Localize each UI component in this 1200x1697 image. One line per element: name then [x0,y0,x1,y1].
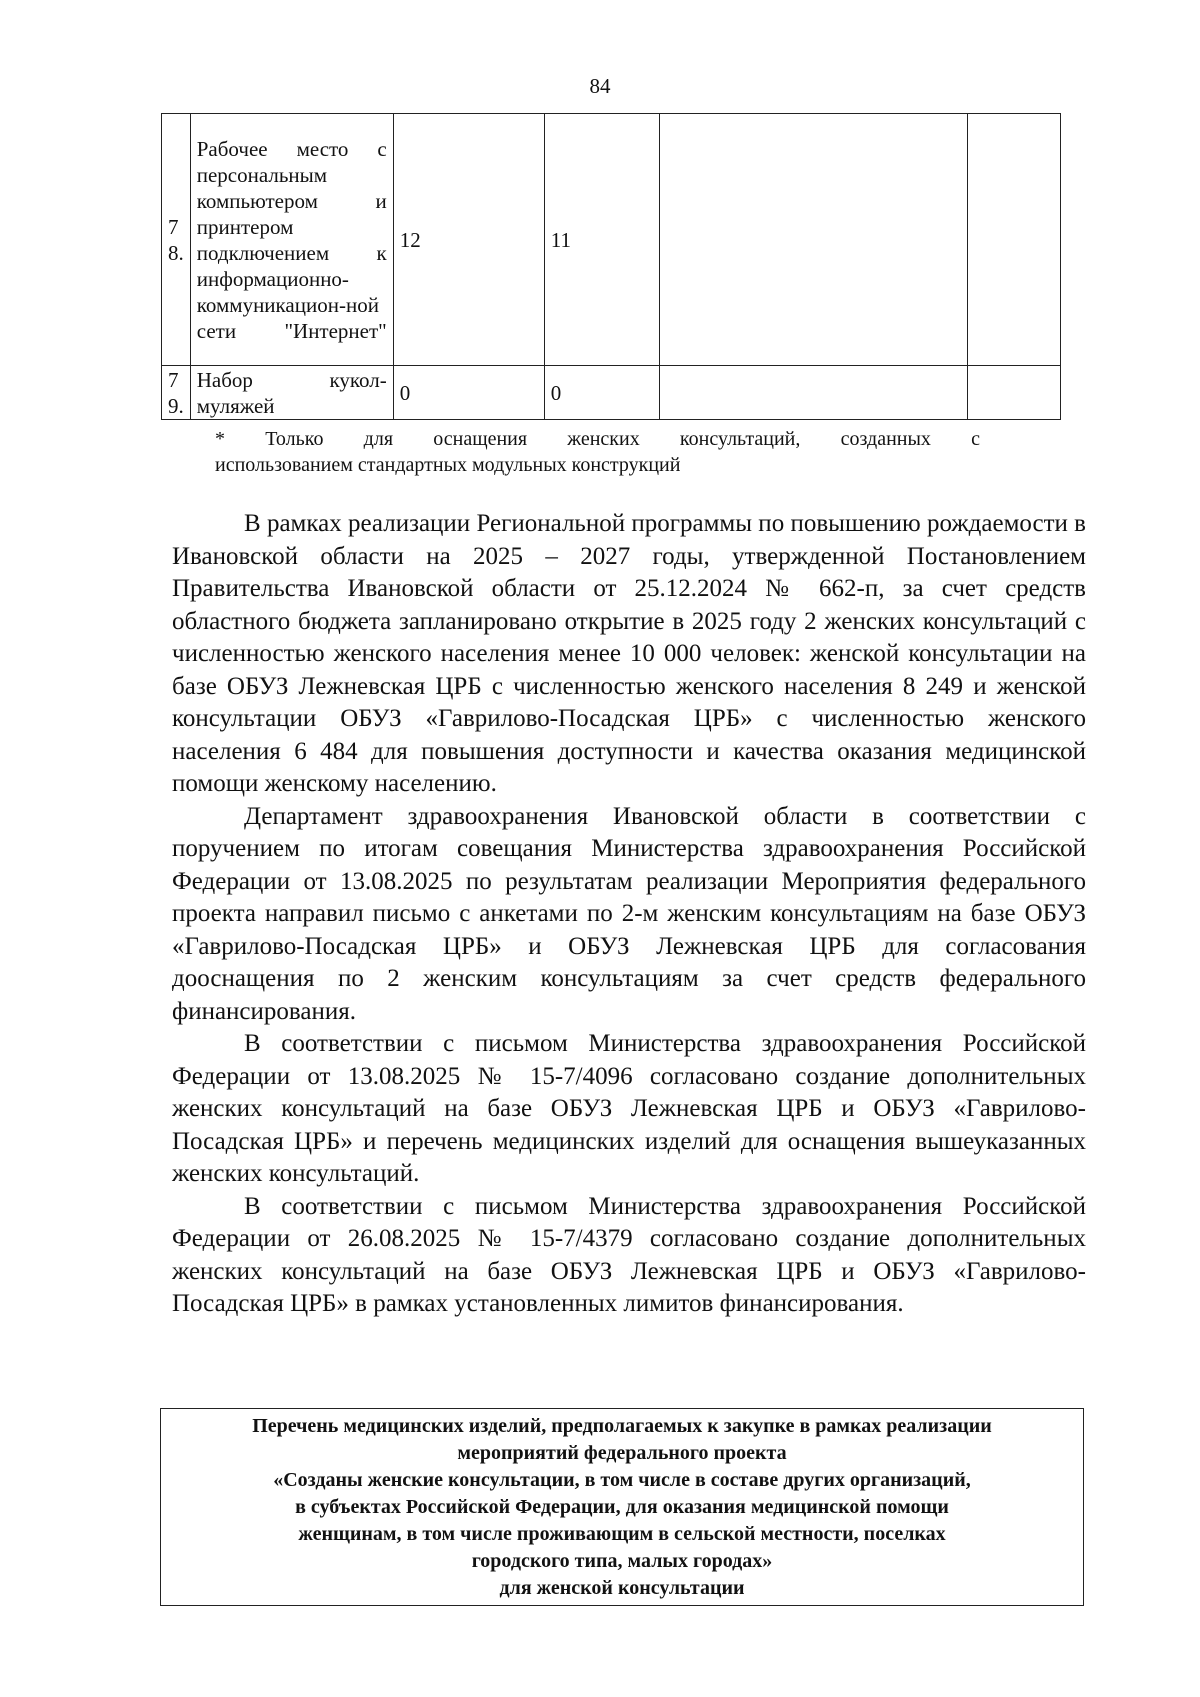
row-number-cell [162,114,191,366]
paragraph-4: В соответствии с письмом Министерства здравоохранения Российской Федерации от 26.08.2025 № 15-7/4379 согласовано создание дополнительных женских консультаций на базе ОБУЗ Лежневская ЦРБ и ОБУЗ «Гаврилово-Посадская ЦРБ» в рамках установленных лимитов финансирования. [172,1192,1086,1317]
footnote-line-1: * Только для оснащения женских консультаций, созданных с [215,428,980,450]
title-line-1: Перечень медицинских изделий, предполагаемых к закупке в рамках реализации [252,1415,992,1437]
row-number-bottom: 8. [168,240,184,265]
value-cell-2: 11 [544,114,659,366]
body-text [172,508,1086,1321]
paragraph-1: В рамках реализации Региональной программы по повышению рождаемости в Ивановской области на 2025 – 2027 годы, утвержденной Постановлением Правительства Ивановской области от 25.12.2024 № 662-п, за счет средств областного бюджета запланировано открытие в 2025 году 2 женских консультаций с численностью женского населения менее 10 000 человек: женской консультации на базе ОБУЗ Лежневская ЦРБ с численностью женского населения 8 249 и женской консультации ОБУЗ «Гаврилово-Посадская ЦРБ» с численностью женского населения 6 484 для повышения доступности и качества оказания медицинской помощи женскому населению. [172,510,1086,797]
equipment-table [161,113,1061,420]
value-cell-2: 0 [544,366,659,420]
table-footnote [215,426,980,478]
value-cell-3 [659,114,967,366]
title-line-5: женщинам, в том числе проживающим в сельской местности, поселках [298,1523,946,1545]
row-number-cell [162,366,191,420]
title-line-2: мероприятий федерального проекта [457,1442,787,1464]
value-cell-1: 12 [393,114,544,366]
row-number-top: 7 [168,367,179,392]
value-cell-4 [967,114,1060,366]
boxed-section-title [160,1408,1084,1606]
paragraph-2: Департамент здравоохранения Ивановской области в соответствии с поручением по итогам совещания Министерства здравоохранения Российской Федерации от 13.08.2025 по результатам реализации Мероприятия федерального проекта направил письмо с анкетами по 2-м женским консультациям на базе ОБУЗ «Гаврилово-Посадская ЦРБ» и ОБУЗ Лежневская ЦРБ для согласования дооснащения по 2 женским консультациям за счет средств федерального финансирования. [172,802,1086,1025]
item-name-cell: Набор кукол-муляжей [190,366,393,420]
title-line-4: в субъектах Российской Федерации, для оказания медицинской помощи [295,1496,949,1518]
value-cell-3 [659,366,967,420]
footnote-line-2: использованием стандартных модульных конструкций [215,454,681,476]
value-cell-4 [967,366,1060,420]
table-row [162,114,1061,366]
table-row [162,366,1061,420]
row-number-bottom: 9. [168,393,184,418]
paragraph-3: В соответствии с письмом Министерства здравоохранения Российской Федерации от 13.08.2025 № 15-7/4096 согласовано создание дополнительных женских консультаций на базе ОБУЗ Лежневская ЦРБ и ОБУЗ «Гаврилово-Посадская ЦРБ» и перечень медицинских изделий для оснащения вышеуказанных женских консультаций. [172,1030,1086,1187]
title-line-7: для женской консультации [499,1577,745,1599]
title-line-3: «Созданы женские консультации, в том числе в составе других организаций, [273,1469,971,1491]
page-number: 84 [589,74,611,98]
item-name-cell: Рабочее место с персональным компьютером и принтером подключением к информационно-коммуникацион-ной сети "Интернет" [190,114,393,366]
title-line-6: городского типа, малых городах» [471,1550,773,1572]
value-cell-1: 0 [393,366,544,420]
row-number-top: 7 [168,214,179,239]
